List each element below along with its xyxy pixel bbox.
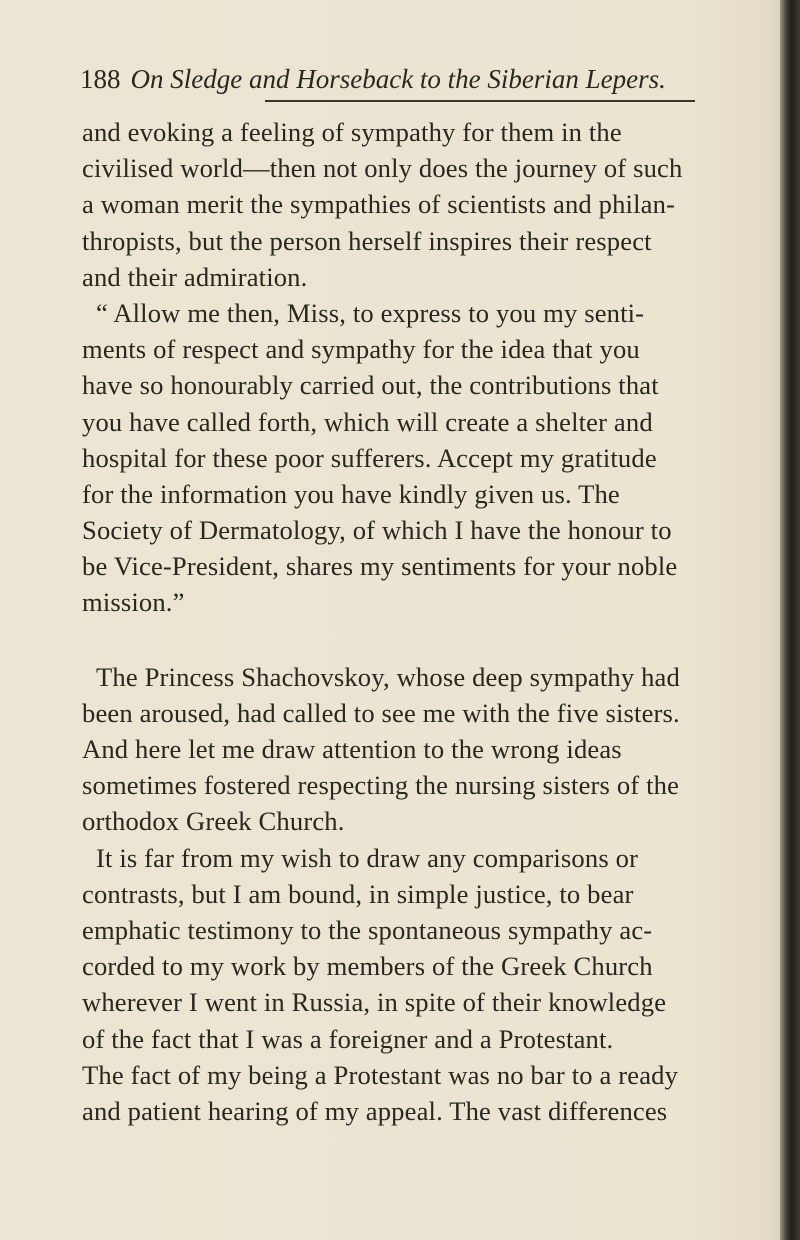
paragraph-gap (82, 621, 717, 659)
header-rule (265, 100, 695, 102)
text-line: orthodox Greek Church. (82, 806, 345, 837)
text-line: contrasts, but I am bound, in simple justice, to bear (82, 878, 634, 909)
text-line: and patient hearing of my appeal. The vast differences (82, 1095, 668, 1126)
text-line: emphatic testimony to the spontaneous sympathy ac- (82, 914, 653, 945)
text-line: been aroused, had called to see me with the five sisters. (82, 697, 680, 728)
text-line: sometimes fostered respecting the nursing sisters of the (82, 770, 680, 801)
text-line: “ Allow me then, Miss, to express to you my senti- (96, 297, 645, 328)
text-line: and evoking a feeling of sympathy for them in the (82, 117, 622, 147)
text-line: The Princess Shachovskoy, whose deep sympathy had (96, 661, 680, 692)
text-line: corded to my work by members of the Greek Church (82, 951, 653, 982)
text-line: you have called forth, which will create a shelter and (82, 406, 653, 437)
text-line: The fact of my being a Protestant was no bar to a ready (82, 1059, 679, 1090)
text-line: It is far from my wish to draw any comparisons or (96, 842, 639, 873)
text-line: and their admiration. (82, 261, 308, 292)
running-header (80, 62, 700, 96)
text-line: hospital for these poor sufferers. Accept my gratitude (82, 442, 657, 473)
text-line: of the fact that I was a foreigner and a Protestant. (82, 1023, 614, 1054)
paragraph (82, 659, 717, 840)
running-title: On Sledge and Horseback to the Siberian Lepers. (130, 64, 666, 94)
paragraph (82, 295, 717, 621)
text-line: wherever I went in Russia, in spite of their knowledge (82, 987, 667, 1018)
text-line: thropists, but the person herself inspires their respect (82, 225, 652, 256)
text-line: Society of Dermatology, of which I have the honour to (82, 515, 672, 546)
text-line: be Vice-President, shares my sentiments for your noble (82, 551, 678, 582)
text-line: ments of respect and sympathy for the idea that you (82, 334, 640, 365)
text-line: mission.” (82, 587, 185, 618)
body-text (82, 114, 717, 1129)
paragraph (82, 114, 717, 295)
text-line: And here let me draw attention to the wrong ideas (82, 734, 622, 764)
book-binding-edge (780, 0, 800, 1240)
text-line: have so honourably carried out, the contributions that (82, 370, 659, 401)
page-number: 188 (80, 64, 121, 94)
paragraph (82, 840, 717, 1130)
text-line: civilised world—then not only does the journey of such (82, 153, 683, 184)
text-line: a woman merit the sympathies of scientists and philan- (82, 189, 676, 220)
text-line: for the information you have kindly given us. The (82, 478, 620, 509)
